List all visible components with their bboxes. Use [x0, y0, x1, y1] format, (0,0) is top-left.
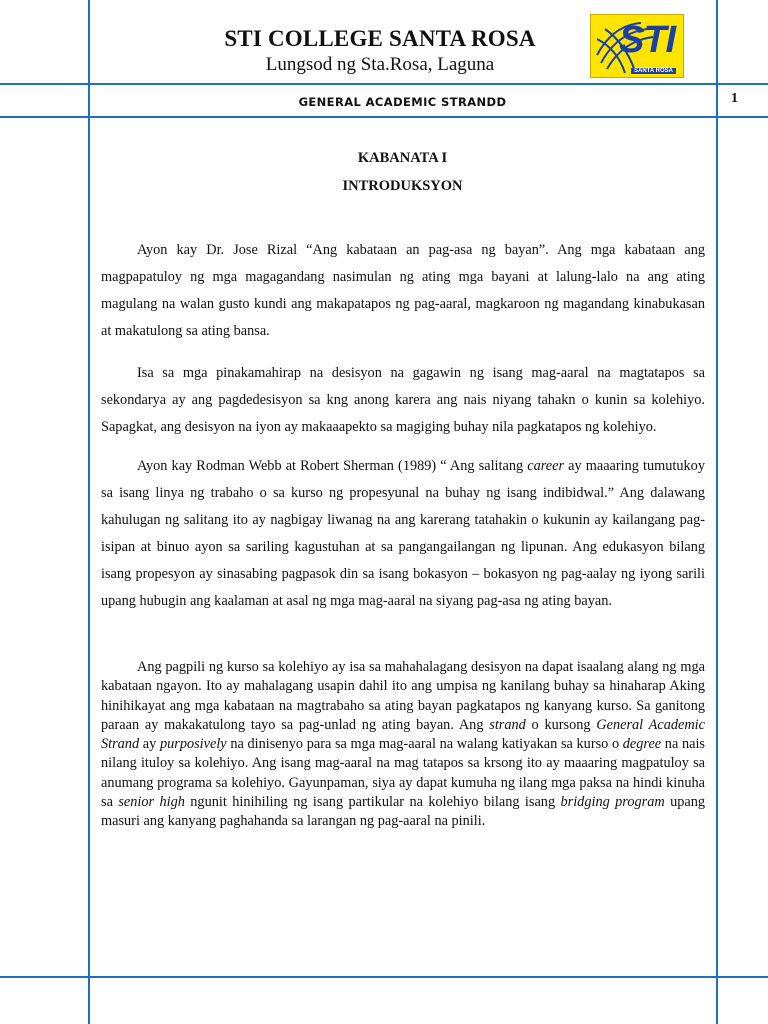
- paragraph-1: Ayon kay Dr. Jose Rizal “Ang kabataan an pag-asa ng bayan”. Ang mga kabataan ang magpapatuloy ng mga magagandang nasimulan ng ating mga bayani at lalung-lalo na ang ating magulang na walan gusto kundi ang makapatapos ng pag-aaral, magkaroon ng magandang kinabukasan at makatulong sa ating bansa.: [101, 242, 705, 339]
- logo-subtext: SANTA ROSA: [631, 68, 676, 74]
- paragraph-4-text: ay: [139, 736, 160, 753]
- page-number: 1: [731, 91, 738, 106]
- sti-logo: [590, 14, 684, 78]
- term-degree: degree: [622, 736, 662, 753]
- header-rule-bottom: [0, 116, 768, 118]
- term-general-academic-strand: General Academic Strand: [101, 716, 705, 753]
- paragraph-3-text: ay maaaring tumutukoy sa isang linya ng trabaho o sa kurso ng propesyunal na buhay ng isang indibidwal.” Ang dalawang kahulugan ng salitang ito ay nagbigay liwanag na ang karerang tatahakin o kukunin ay kailangang pag-isipan at binuo ayon sa sariling kagustuhan at sa pangangailangan ng lipunan. Ang edukasyon bilang isang propesyon ay sinasabing pagpasok din sa isang bokasyon – bokasyon ng pag-aalay ng iyong sarili upang hubugin ang kaalaman at asal ng mga mag-aaral na siyang pag-asa ng ating bayan.: [101, 458, 705, 609]
- term-strand: strand: [489, 716, 526, 733]
- term-purposively: purposively: [159, 736, 227, 753]
- paragraph-3: [101, 453, 705, 615]
- college-location: Lungsod ng Sta.Rosa, Laguna: [265, 54, 495, 75]
- paragraph-4-text: Ang pagpili ng kurso sa kolehiyo ay isa sa mahahalagang desisyon na dapat isaalang alang ng mga kabataan ngayon. Ito ay mahalagang usapin dahil ito ang umpisa ng kanilang buhay sa hinaharap Aking hinihikayat ang mga kabataan na magtrabaho sa ating bayan pagkatapos ng kanyang kurso. Sa ganitong paraan ay makakatulong tayo sa pag-unlad ng ating bayan. Ang: [101, 659, 705, 733]
- logo-text: STI: [619, 19, 676, 61]
- term-career: career: [527, 458, 565, 474]
- paragraph-4-text: upang masuri ang kanyang paghahanda sa larangan ng pag-aaral na pinili.: [101, 794, 706, 830]
- header-rule-top: [0, 83, 768, 85]
- paragraph-2: Isa sa mga pinakamahirap na desisyon na gagawin ng isang mag-aaral na magtatapos sa sekondarya ay ang pagdedesisyon sa kng anong karera ang nais niyang tahakn o kunin sa kolehiyo. Sapagkat, ang desisyon na iyon ay makaaapekto sa magiging buhay nila pagkatapos ng kolehiyo.: [101, 365, 705, 435]
- chapter-number: KABANATA I: [357, 150, 448, 166]
- paragraph-3-text: Ayon kay Rodman Webb at Robert Sherman (1989) “ Ang salitang: [137, 458, 528, 474]
- footer-rule: [0, 976, 768, 978]
- paragraph-4: [101, 658, 705, 832]
- right-margin-line: [716, 0, 718, 1024]
- term-bridging-program: bridging program: [560, 794, 665, 811]
- paragraph-4-text: na dinisenyo para sa mga mag-aaral na walang katiyakan sa kurso o: [226, 736, 623, 753]
- strand-heading: GENERAL ACADEMIC STRANDD: [298, 95, 507, 109]
- college-name: STI COLLEGE SANTA ROSA: [224, 26, 536, 51]
- paragraph-4-text: ngunit hinihiling ng isang partikular na kolehiyo bilang isang: [184, 794, 561, 811]
- term-senior-high: senior high: [118, 794, 185, 811]
- paragraph-4-text: na nais nilang ituloy sa kolehiyo. Ang isang mag-aaral na mag tatapos sa krsong ito ay maaaring magpatuloy sa anumang programa sa kolehiyo. Gayunpaman, siya ay dapat kumuha ng ilang mga paksa na hindi kinuha sa: [101, 736, 705, 811]
- chapter-title: INTRODUKSYON: [342, 178, 463, 194]
- paragraph-4-text: o kursong: [525, 716, 597, 733]
